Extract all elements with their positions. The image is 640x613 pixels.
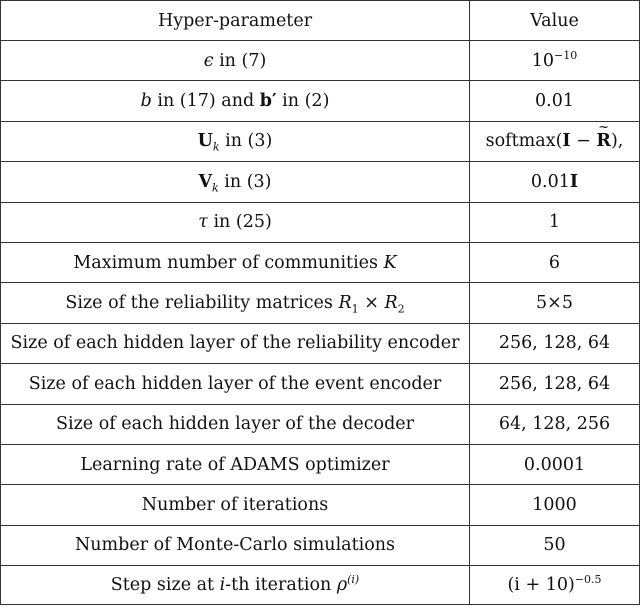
param-text: in (25) [207,212,272,233]
value-cell: 0.01 [470,81,640,121]
table-row [1,41,640,81]
value-r-tilde: ~ R [596,131,611,151]
param-cell [1,242,470,282]
param-cell: Size of each hidden layer of the reliability encoder [1,323,470,363]
table-row [1,525,640,565]
value-cell [470,121,640,161]
value-close: ), [610,131,624,152]
table-row [1,162,640,202]
value-cell: 6 [470,242,640,282]
param-text: in (3) [218,171,272,192]
param-cell [1,41,470,81]
param-subscript: 1 [351,302,359,316]
param-text: in (3) [219,131,273,152]
value-function: softmax( [485,131,563,152]
table-row [1,202,640,242]
param-symbol: R [384,293,398,314]
value-cell: 50 [470,525,640,565]
param-symbol: ϵ [203,50,214,71]
value-cell: 1 [470,202,640,242]
param-subscript: k [212,140,220,154]
param-superscript: (i) [347,573,360,587]
table-row [1,323,640,363]
param-cell: Number of iterations [1,485,470,525]
param-cell [1,121,470,161]
value-base: (i + 10) [507,575,575,596]
value-cell [470,162,640,202]
value-cell [470,41,640,81]
param-text: Size of the reliability matrices [65,293,339,314]
table-row [1,566,640,605]
table-row [1,121,640,161]
value-identity: I [569,171,579,192]
value-base: 10 [531,50,555,71]
header-hyperparameter: Hyper-parameter [1,1,470,41]
param-symbol-bold: U [197,131,213,152]
param-cell [1,162,470,202]
value-identity: I [562,131,571,152]
param-symbol: τ [198,212,208,233]
table-row [1,81,640,121]
param-cell: Number of Monte-Carlo simulations [1,525,470,565]
param-symbol: ρ [336,575,348,596]
param-symbol-bold: V [198,171,213,192]
param-subscript: 2 [397,302,405,316]
param-text: Step size at [110,575,220,596]
value-cell: 5×5 [470,283,640,323]
param-symbol: K [383,252,397,273]
param-cell [1,202,470,242]
table-row [1,283,640,323]
param-symbol: R [338,293,352,314]
value-operator: − [570,131,597,152]
param-cell: Learning rate of ADAMS optimizer [1,444,470,484]
param-cell [1,81,470,121]
param-cell [1,566,470,605]
param-subscript: k [212,181,219,195]
table-row [1,404,640,444]
param-text: in (2) [276,91,330,112]
table-row [1,242,640,282]
param-symbol: b [140,91,152,112]
table-row [1,485,640,525]
param-symbol: i [219,575,226,596]
param-text: in (17) and [151,91,260,112]
header-value: Value [470,1,640,41]
value-cell: 0.0001 [470,444,640,484]
value-cell: 256, 128, 64 [470,364,640,404]
param-text: in (7) [213,50,267,71]
param-text: Maximum number of communities [73,252,384,273]
table-row [1,444,640,484]
param-cell: Size of each hidden layer of the event encoder [1,364,470,404]
param-cell: Size of each hidden layer of the decoder [1,404,470,444]
value-cell [470,566,640,605]
value-cell: 256, 128, 64 [470,323,640,363]
value-cell: 1000 [470,485,640,525]
param-operator: × [358,293,385,314]
param-cell [1,283,470,323]
param-text: -th iteration [225,575,337,596]
table-row [1,364,640,404]
table-header-row [1,1,640,41]
value-exponent: −10 [554,48,578,62]
value-number: 0.01 [530,171,570,192]
value-exponent: −0.5 [574,573,602,587]
value-cell: 64, 128, 256 [470,404,640,444]
param-symbol-bold: b′ [259,91,277,112]
